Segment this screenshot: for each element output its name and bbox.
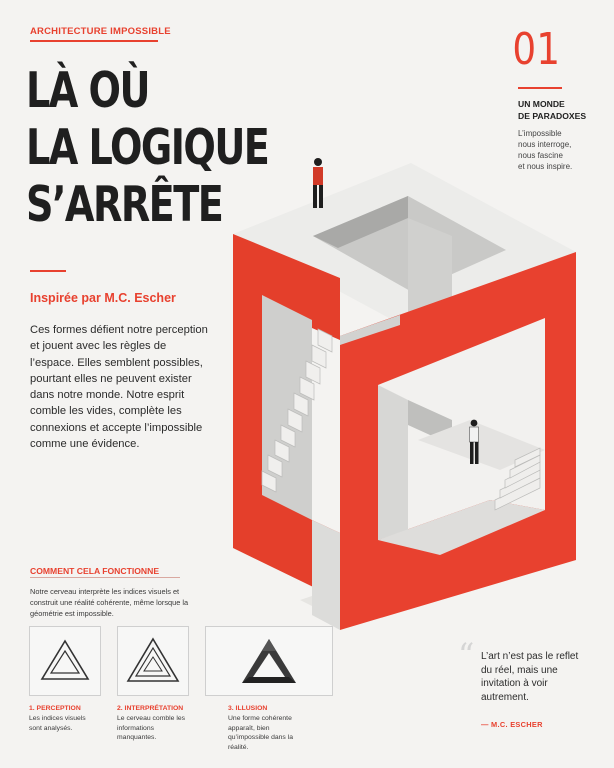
step-1-title: 1. PERCEPTION	[29, 705, 81, 712]
impossible-structure-illustration	[200, 150, 600, 640]
outline-triangle-icon	[30, 627, 100, 695]
quote-mark-icon: “	[458, 636, 475, 674]
step-2-title: 2. INTERPRÉTATION	[117, 705, 184, 712]
side-title-line: UN MONDE	[518, 99, 565, 109]
double-triangle-icon	[118, 627, 188, 695]
how-description: Notre cerveau interprète les indices visuels et construit une réalité cohérente, même lorsque la géométrie est impossible.	[30, 587, 189, 618]
step-1-text: Les indices visuels sont analysés.	[29, 715, 86, 732]
side-title-line: DE PARADOXES	[518, 110, 587, 121]
quote-author: — M.C. ESCHER	[481, 720, 543, 729]
side-title	[518, 99, 598, 122]
side-text-line: et nous inspire.	[518, 162, 573, 171]
step-3-text: Une forme cohérente apparaît, bien qu’impossible dans la réalité.	[228, 715, 293, 751]
step-2-text: Le cerveau comble les informations manquantes.	[117, 715, 186, 742]
subtitle: Inspirée par M.C. Escher	[30, 291, 176, 305]
tag-underline	[30, 40, 158, 42]
how-divider	[30, 577, 180, 578]
step-3-title: 3. ILLUSION	[228, 705, 268, 712]
step-1-panel	[29, 626, 101, 696]
step-3-panel	[205, 626, 333, 696]
section-tag: ARCHITECTURE IMPOSSIBLE	[30, 26, 171, 37]
how-section-title: COMMENT CELA FONCTIONNE	[30, 566, 160, 576]
impossible-triangle-icon	[206, 627, 332, 695]
headline-line-1: LÀ OÙ	[26, 62, 149, 119]
headline-line-2: LA LOGIQUE	[26, 119, 269, 176]
number-underline	[518, 87, 562, 89]
side-text-line: L’impossible	[518, 129, 562, 138]
side-text-line: nous interroge,	[518, 140, 572, 149]
title-divider	[30, 270, 66, 272]
section-number: 01	[512, 24, 560, 75]
side-text-line: nous fascine	[518, 151, 563, 160]
step-2-panel	[117, 626, 189, 696]
headline-line-3: S’ARRÊTE	[26, 176, 223, 233]
quote-text: L’art n’est pas le reflet du réel, mais une invitation à voir autrement.	[481, 651, 579, 703]
body-paragraph: Ces formes défient notre perception et jouent avec les règles de l’espace. Elles semblent possibles, pourtant elles ne peuvent exister dans notre monde. Notre esprit comble les vides, complète les connexions et accepte l’impossible comme une évidence.	[30, 324, 208, 451]
